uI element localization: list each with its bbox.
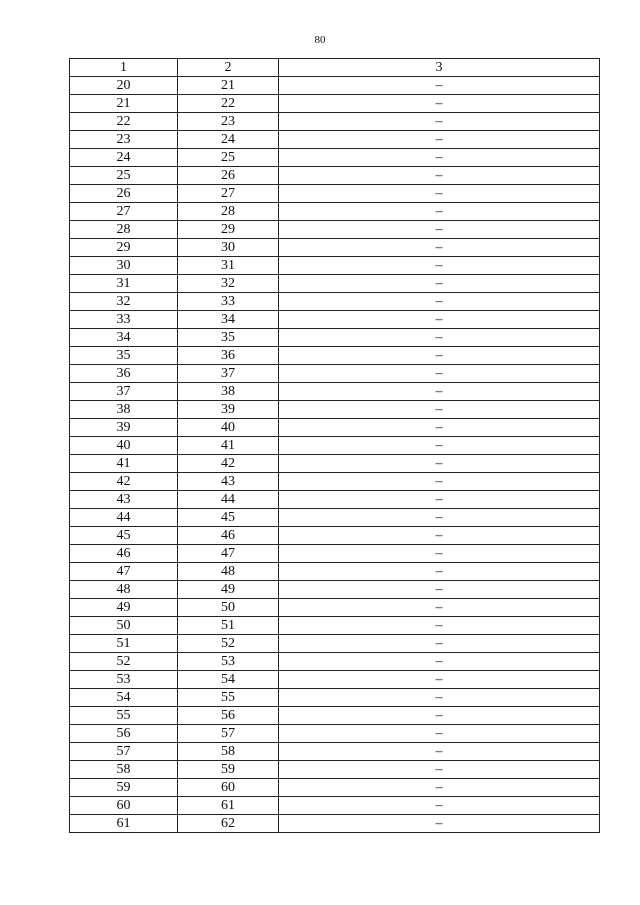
table-cell-col-3: – (279, 329, 600, 347)
table-cell-col-2: 62 (178, 815, 279, 833)
table-cell-col-1: 51 (70, 635, 178, 653)
table-cell-col-2: 33 (178, 293, 279, 311)
table-cell-col-1: 37 (70, 383, 178, 401)
table-row (70, 653, 600, 671)
table-cell-col-1: 58 (70, 761, 178, 779)
table-cell-col-1: 25 (70, 167, 178, 185)
table-row (70, 635, 600, 653)
table-cell-col-3: – (279, 275, 600, 293)
table-cell-col-2: 46 (178, 527, 279, 545)
table-cell-col-2: 40 (178, 419, 279, 437)
table-cell-col-1: 60 (70, 797, 178, 815)
table-row (70, 275, 600, 293)
table-row (70, 815, 600, 833)
table-cell-col-3: – (279, 401, 600, 419)
table-row (70, 473, 600, 491)
table-row (70, 599, 600, 617)
table-cell-col-2: 45 (178, 509, 279, 527)
table-cell-col-3: – (279, 797, 600, 815)
table-cell-col-3: – (279, 527, 600, 545)
table-cell-col-2: 59 (178, 761, 279, 779)
table-cell-col-2: 24 (178, 131, 279, 149)
table-cell-col-3: – (279, 149, 600, 167)
table-row (70, 113, 600, 131)
table-cell-col-2: 58 (178, 743, 279, 761)
table-cell-col-2: 48 (178, 563, 279, 581)
table-cell-col-1: 57 (70, 743, 178, 761)
table-cell-col-3: – (279, 365, 600, 383)
table-row (70, 167, 600, 185)
table-cell-col-3: – (279, 347, 600, 365)
table-cell-col-3: – (279, 437, 600, 455)
table-cell-col-1: 44 (70, 509, 178, 527)
table-cell-col-3: – (279, 473, 600, 491)
table-cell-col-2: 30 (178, 239, 279, 257)
table-cell-col-3: – (279, 455, 600, 473)
table-row (70, 671, 600, 689)
table-cell-col-2: 54 (178, 671, 279, 689)
table-cell-col-3: – (279, 617, 600, 635)
header-cell-1: 1 (70, 59, 178, 77)
table-cell-col-3: – (279, 257, 600, 275)
table-cell-col-1: 55 (70, 707, 178, 725)
table-header (70, 59, 600, 77)
table-cell-col-3: – (279, 779, 600, 797)
table-row (70, 383, 600, 401)
page-number: 80 (314, 34, 326, 46)
header-cell-3: 3 (279, 59, 600, 77)
table-cell-col-2: 25 (178, 149, 279, 167)
table-cell-col-1: 21 (70, 95, 178, 113)
table-cell-col-3: – (279, 689, 600, 707)
table-cell-col-1: 43 (70, 491, 178, 509)
table-cell-col-3: – (279, 509, 600, 527)
table-row (70, 617, 600, 635)
table-cell-col-1: 39 (70, 419, 178, 437)
table-cell-col-2: 26 (178, 167, 279, 185)
table-cell-col-1: 49 (70, 599, 178, 617)
table-cell-col-2: 56 (178, 707, 279, 725)
table-cell-col-3: – (279, 725, 600, 743)
table-cell-col-3: – (279, 743, 600, 761)
table-cell-col-2: 52 (178, 635, 279, 653)
table-cell-col-1: 29 (70, 239, 178, 257)
table-cell-col-2: 49 (178, 581, 279, 599)
table-cell-col-2: 21 (178, 77, 279, 95)
table-cell-col-3: – (279, 383, 600, 401)
table-row (70, 203, 600, 221)
table-row (70, 185, 600, 203)
table-row (70, 509, 600, 527)
table-cell-col-3: – (279, 77, 600, 95)
table-cell-col-2: 50 (178, 599, 279, 617)
table-cell-col-2: 53 (178, 653, 279, 671)
table-row (70, 563, 600, 581)
table-cell-col-1: 33 (70, 311, 178, 329)
table-row (70, 239, 600, 257)
table-row (70, 743, 600, 761)
table-cell-col-1: 54 (70, 689, 178, 707)
table-row (70, 455, 600, 473)
table-cell-col-2: 34 (178, 311, 279, 329)
table-cell-col-3: – (279, 563, 600, 581)
table-row (70, 329, 600, 347)
table-cell-col-2: 47 (178, 545, 279, 563)
table-row (70, 761, 600, 779)
table-cell-col-1: 50 (70, 617, 178, 635)
table-row (70, 77, 600, 95)
table-row (70, 491, 600, 509)
table-cell-col-1: 56 (70, 725, 178, 743)
table-cell-col-1: 26 (70, 185, 178, 203)
table-cell-col-1: 45 (70, 527, 178, 545)
table-cell-col-1: 20 (70, 77, 178, 95)
table-cell-col-2: 28 (178, 203, 279, 221)
table-cell-col-1: 34 (70, 329, 178, 347)
table-cell-col-2: 37 (178, 365, 279, 383)
table-cell-col-1: 40 (70, 437, 178, 455)
header-row (70, 59, 600, 77)
table-cell-col-2: 27 (178, 185, 279, 203)
table-cell-col-2: 44 (178, 491, 279, 509)
table-cell-col-3: – (279, 95, 600, 113)
table-cell-col-3: – (279, 167, 600, 185)
table-cell-col-1: 36 (70, 365, 178, 383)
table-cell-col-3: – (279, 203, 600, 221)
table-row (70, 221, 600, 239)
table-cell-col-2: 22 (178, 95, 279, 113)
table-cell-col-1: 23 (70, 131, 178, 149)
table-row (70, 401, 600, 419)
table-cell-col-2: 55 (178, 689, 279, 707)
table-cell-col-3: – (279, 545, 600, 563)
table-cell-col-1: 31 (70, 275, 178, 293)
table-row (70, 419, 600, 437)
table-cell-col-1: 42 (70, 473, 178, 491)
table-cell-col-2: 39 (178, 401, 279, 419)
table-row (70, 797, 600, 815)
table-cell-col-3: – (279, 113, 600, 131)
table-cell-col-2: 42 (178, 455, 279, 473)
data-table (69, 58, 600, 833)
table-row (70, 293, 600, 311)
table-row (70, 257, 600, 275)
table-cell-col-2: 38 (178, 383, 279, 401)
table-row (70, 365, 600, 383)
table-row (70, 779, 600, 797)
table-row (70, 545, 600, 563)
table-cell-col-3: – (279, 707, 600, 725)
table-cell-col-1: 27 (70, 203, 178, 221)
table-cell-col-2: 29 (178, 221, 279, 239)
table-cell-col-1: 35 (70, 347, 178, 365)
table-cell-col-1: 24 (70, 149, 178, 167)
table-cell-col-3: – (279, 185, 600, 203)
table-row (70, 689, 600, 707)
table-row (70, 149, 600, 167)
table-cell-col-1: 30 (70, 257, 178, 275)
table-cell-col-1: 52 (70, 653, 178, 671)
table-cell-col-2: 35 (178, 329, 279, 347)
table-row (70, 725, 600, 743)
table-cell-col-3: – (279, 221, 600, 239)
table-cell-col-2: 57 (178, 725, 279, 743)
table-cell-col-1: 32 (70, 293, 178, 311)
table-cell-col-2: 61 (178, 797, 279, 815)
table-cell-col-3: – (279, 653, 600, 671)
table-cell-col-3: – (279, 311, 600, 329)
table-cell-col-2: 60 (178, 779, 279, 797)
table-cell-col-2: 51 (178, 617, 279, 635)
table-row (70, 311, 600, 329)
table-cell-col-3: – (279, 131, 600, 149)
table-body (70, 77, 600, 833)
table-cell-col-2: 41 (178, 437, 279, 455)
table-cell-col-2: 32 (178, 275, 279, 293)
table-cell-col-1: 53 (70, 671, 178, 689)
table-row (70, 437, 600, 455)
table-cell-col-3: – (279, 581, 600, 599)
table-cell-col-1: 38 (70, 401, 178, 419)
table-cell-col-1: 41 (70, 455, 178, 473)
table-row (70, 581, 600, 599)
table-cell-col-3: – (279, 671, 600, 689)
table-row (70, 95, 600, 113)
table-cell-col-1: 48 (70, 581, 178, 599)
table-cell-col-2: 36 (178, 347, 279, 365)
table-cell-col-2: 31 (178, 257, 279, 275)
table-cell-col-3: – (279, 491, 600, 509)
table-cell-col-2: 23 (178, 113, 279, 131)
table-row (70, 527, 600, 545)
table-cell-col-3: – (279, 599, 600, 617)
table-cell-col-3: – (279, 293, 600, 311)
table-cell-col-3: – (279, 635, 600, 653)
table-cell-col-1: 28 (70, 221, 178, 239)
table-row (70, 707, 600, 725)
table-cell-col-1: 47 (70, 563, 178, 581)
table-cell-col-1: 22 (70, 113, 178, 131)
table-cell-col-1: 46 (70, 545, 178, 563)
table-row (70, 131, 600, 149)
table-cell-col-3: – (279, 761, 600, 779)
table-cell-col-2: 43 (178, 473, 279, 491)
table-cell-col-3: – (279, 815, 600, 833)
table-cell-col-3: – (279, 419, 600, 437)
table-row (70, 347, 600, 365)
table-cell-col-1: 61 (70, 815, 178, 833)
header-cell-2: 2 (178, 59, 279, 77)
table-cell-col-1: 59 (70, 779, 178, 797)
table-cell-col-3: – (279, 239, 600, 257)
